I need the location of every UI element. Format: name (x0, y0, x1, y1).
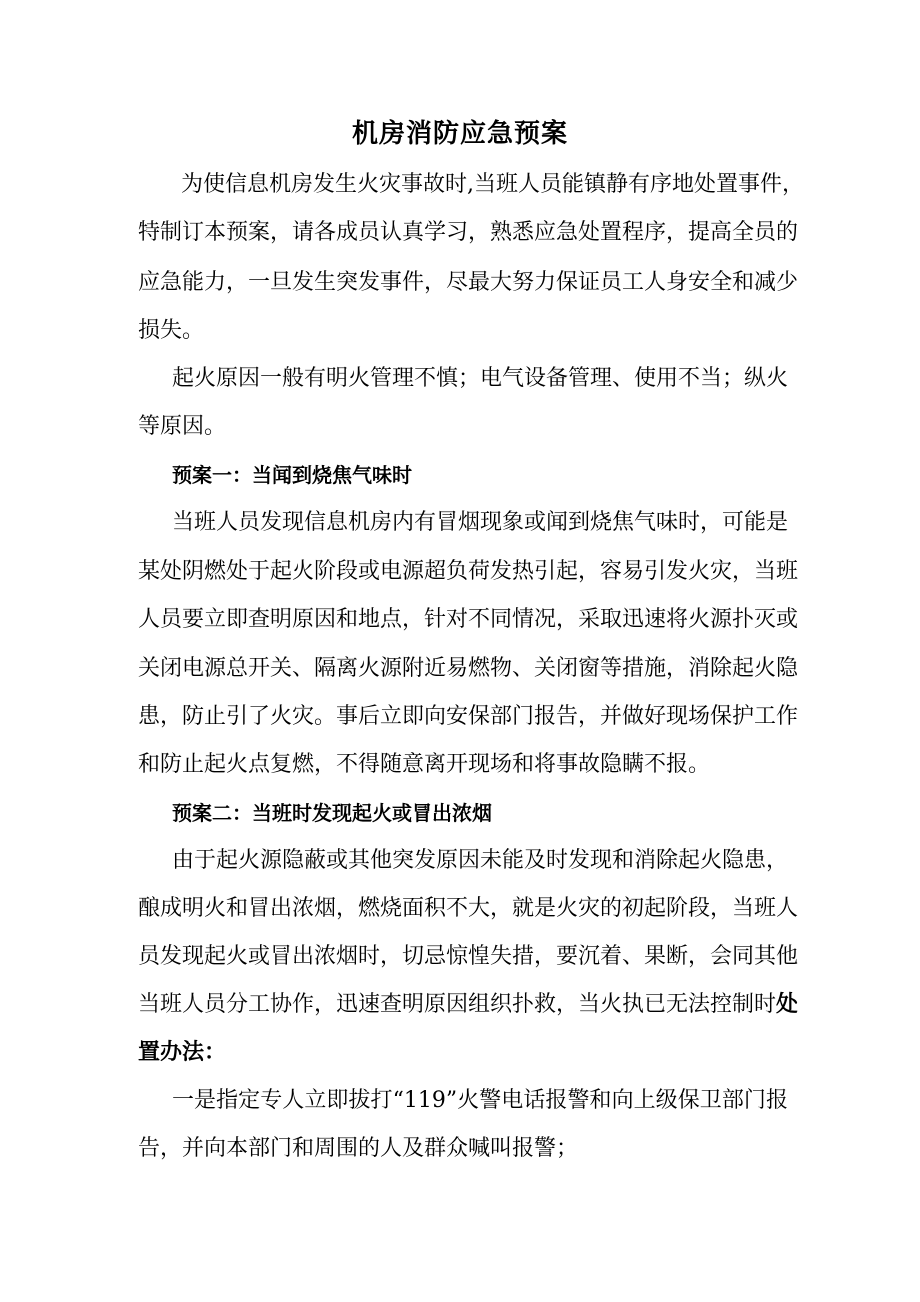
plan2-line-1: 由于起火源隐蔽或其他突发原因未能及时发现和消除起火隐患， (172, 848, 789, 873)
plan1-heading: 预案一：当闻到烧焦气味时 (172, 463, 412, 487)
cause-line-1: 起火原因一般有明火管理不慎；电气设备管理、使用不当；纵火 (172, 366, 789, 391)
intro-line-1: 为使信息机房发生火灾事故时,当班人员能镇静有序地处置事件， (181, 172, 804, 197)
plan2-line-5: 置办法： (138, 1040, 227, 1065)
plan1-line-4: 关闭电源总开关、隔离火源附近易燃物、关闭窗等措施，消除起火隐 (138, 656, 799, 681)
plan1-line-1: 当班人员发现信息机房内有冒烟现象或闻到烧焦气味时，可能是 (172, 510, 789, 535)
plan2-line-4 (138, 988, 799, 1022)
plan1-line-3: 人员要立即查明原因和地点，针对不同情况，采取迅速将火源扑灭或 (138, 607, 799, 632)
plan1-line-6: 和防止起火点复燃，不得随意离开现场和将事故隐瞒不报。 (138, 752, 711, 777)
intro-line-2: 特制订本预案，请各成员认真学习，熟悉应急处置程序，提高全员的 (138, 220, 799, 245)
plan2-line-3: 员发现起火或冒出浓烟时，切忌惊惶失措，要沉着、果断，会同其他 (138, 944, 799, 969)
intro-line-4: 损失。 (138, 318, 205, 343)
cause-line-2: 等原因。 (138, 414, 227, 439)
plan2-line-4-bold: 处 (776, 992, 799, 1017)
plan1-line-2: 某处阴燃处于起火阶段或电源超负荷发热引起，容易引发火灾，当班 (138, 559, 799, 584)
intro-line-3: 应急能力，一旦发生突发事件，尽最大努力保证员工人身安全和减少 (138, 270, 799, 295)
plan2-line-4-text: 当班人员分工协作，迅速查明原因组织扑救，当火执已无法控制时 (138, 992, 777, 1017)
step1-line-1: 一是指定专人立即拔打“119”火警电话报警和向上级保卫部门报 (172, 1088, 788, 1113)
plan2-line-2: 酿成明火和冒出浓烟，燃烧面积不大，就是火灾的初起阶段，当班人 (138, 896, 799, 921)
plan2-heading: 预案二：当班时发现起火或冒出浓烟 (172, 801, 492, 825)
plan1-line-5: 患，防止引了火灾。事后立即向安保部门报告，并做好现场保护工作 (138, 704, 799, 729)
step1-line-2: 告，并向本部门和周围的人及群众喊叫报警； (138, 1136, 579, 1161)
document-title: 机房消防应急预案 (351, 119, 568, 149)
